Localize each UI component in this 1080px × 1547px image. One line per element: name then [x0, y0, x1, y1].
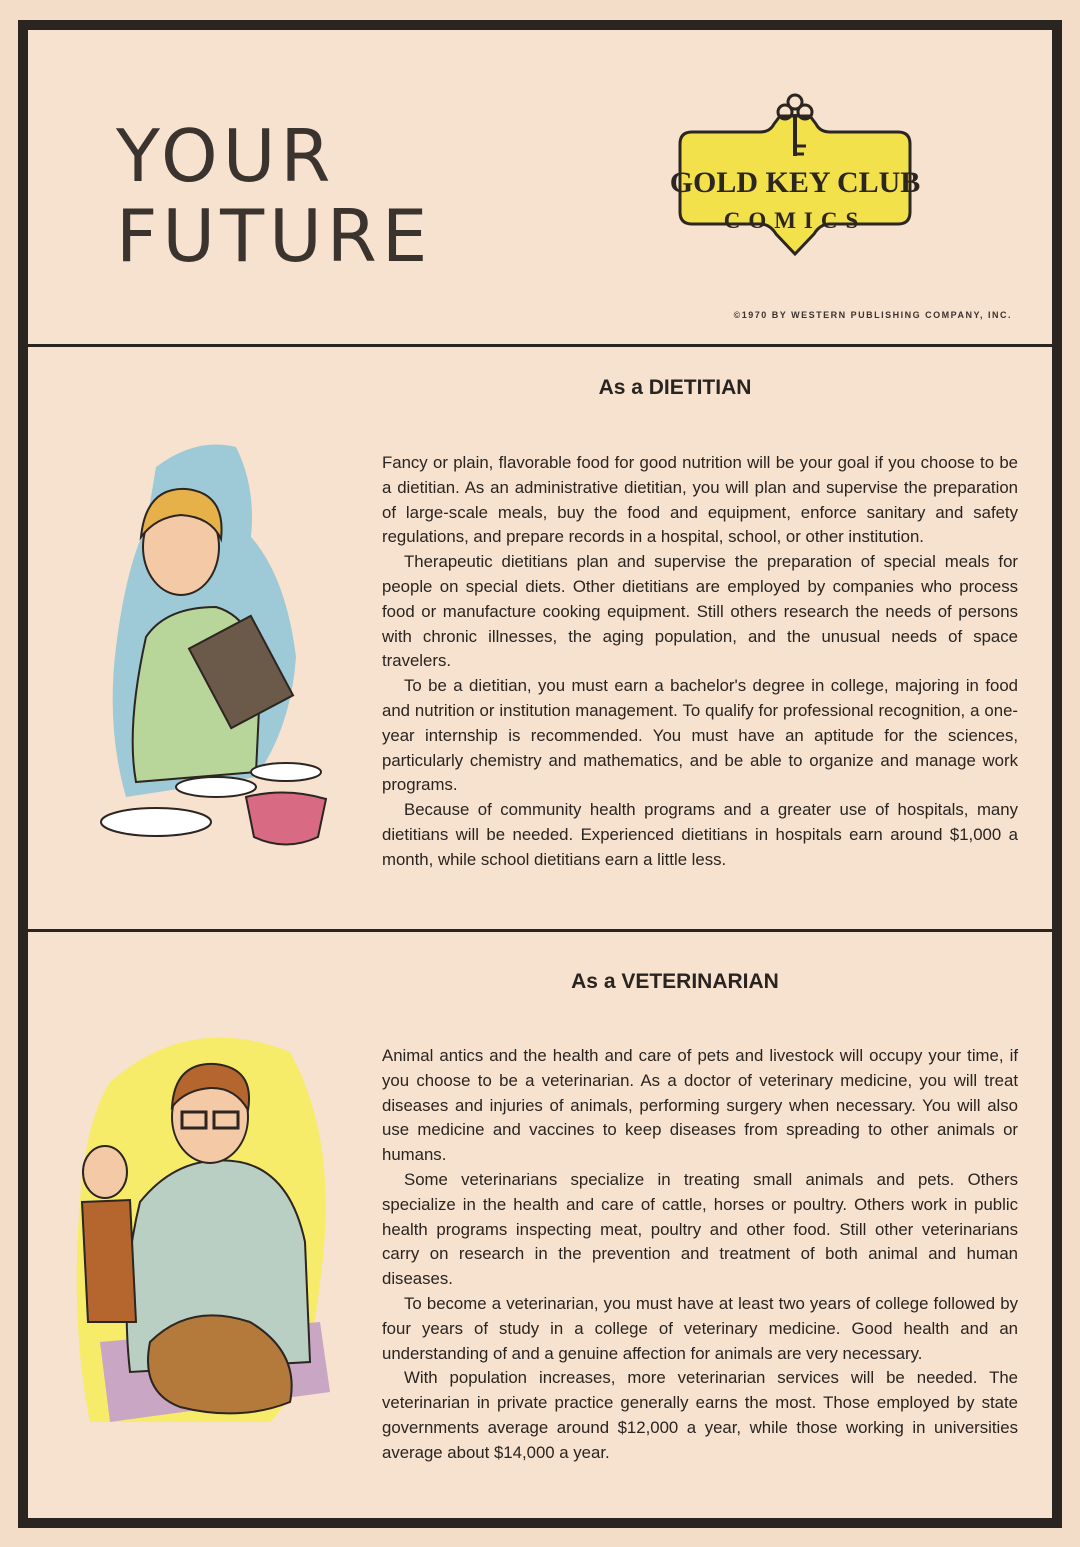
- section-heading-dietitian: As a DIETITIAN: [598, 376, 752, 399]
- dietitian-drawing-icon: [86, 427, 336, 857]
- paragraph: To be a dietitian, you must earn a bachelor's degree in college, majoring in food and nutrition or institution management. To qualify for professional recognition, a one-year internship is recommended. You must have an aptitude for the sciences, particularly chemistry and mathematics, and be able to organize and manage work programs.: [382, 676, 1018, 795]
- section-dietitian: [28, 347, 1052, 929]
- section-body-dietitian: [382, 451, 1018, 873]
- title-line-2: FUTURE: [116, 194, 433, 278]
- veterinarian-illustration: [70, 1022, 340, 1437]
- veterinarian-drawing-icon: [70, 1022, 340, 1432]
- dietitian-illustration: [86, 427, 336, 862]
- paragraph: Animal antics and the health and care of pets and livestock will occupy your time, if you choose to be a veterinarian. As a doctor of veterinary medicine, you will treat diseases and injuries of animals, performing surgery when necessary. You will also use medicine and vaccines to keep diseases from spreading to other animals or humans.: [382, 1046, 1018, 1165]
- paragraph: To become a veterinarian, you must have at least two years of college followed by four years of study in a college of veterinary medicine. Good health and an understanding of and a genuine affection for animals are very necessary.: [382, 1293, 1018, 1363]
- section-veterinarian: [28, 932, 1052, 1492]
- paragraph: Therapeutic dietitians plan and supervise the preparation of special meals for people on special diets. Other dietitians are employed by companies who process food or manufacture cooking equipment. Still others research the needs of persons with chronic illnesses, the aging population, and the unusual needs of space travelers.: [382, 552, 1018, 671]
- section-heading-veterinarian: As a VETERINARIAN: [571, 970, 779, 993]
- gold-key-club-badge: [660, 84, 930, 274]
- title-line-1: YOUR: [116, 114, 336, 198]
- paragraph: Some veterinarians specialize in treating small animals and pets. Others specialize in the health and care of cattle, horses or poultry. Others work in public health programs inspecting meat, poultry and other food. Still other veterinarians carry on research in the prevention and treatment of both animal and human diseases.: [382, 1169, 1018, 1289]
- paragraph: Because of community health programs and a greater use of hospitals, many dietitians will be needed. Experienced dietitians in hospitals earn around $1,000 a month, while school dietitians earn a little less.: [382, 800, 1018, 869]
- page-frame: [18, 20, 1062, 1528]
- paragraph: With population increases, more veterinarian services will be needed. The veterinarian in private practice generally earns the most. Those employed by state governments average around $12,000 a year, while those working in universities average about $14,000 a year.: [382, 1368, 1018, 1462]
- page-title: [116, 116, 432, 276]
- copyright-notice: ©1970 BY WESTERN PUBLISHING COMPANY, INC.: [733, 310, 1012, 320]
- section-body-veterinarian: [382, 1044, 1018, 1466]
- badge-line-2: COMICS: [723, 208, 867, 233]
- badge-line-1: GOLD KEY CLUB: [669, 166, 921, 199]
- paragraph: Fancy or plain, flavorable food for good nutrition will be your goal if you choose to be a dietitian. As an administrative dietitian, you will plan and supervise the preparation of large-scale meals, buy the food and equipment, enforce sanitary and safety regulations, and prepare records in a hospital, school, or other institution.: [382, 453, 1018, 547]
- header: [28, 30, 1052, 346]
